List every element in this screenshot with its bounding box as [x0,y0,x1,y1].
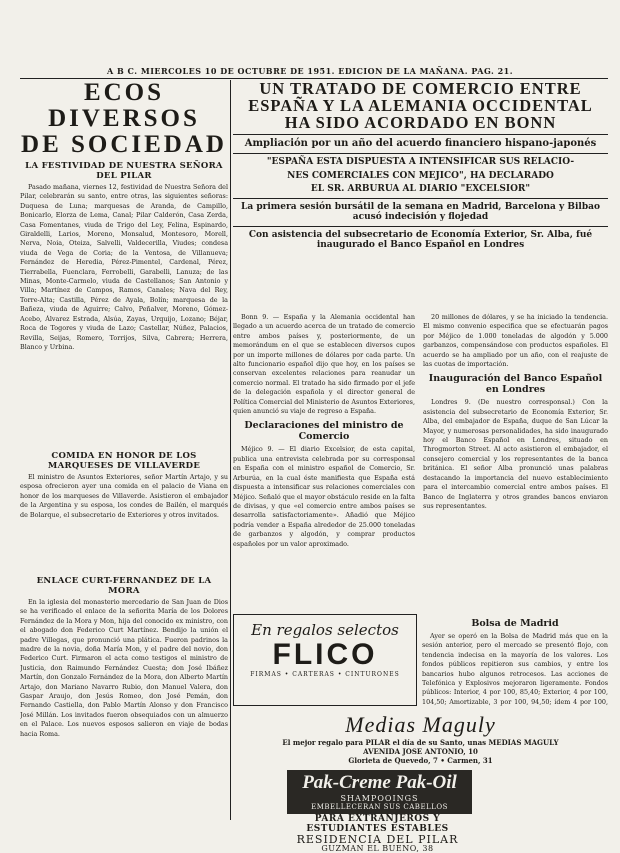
article-column-a [233,313,415,549]
ad-pak-creme [287,770,472,814]
main-article [233,79,608,548]
pak-logo: Pak-Creme Pak-Oil [302,772,457,793]
ad-residencia [280,814,475,853]
bolsa-section [422,614,608,709]
residencia-name: RESIDENCIA DEL PILAR [296,833,459,846]
flico-tagline: FIRMAS • CARTERAS • CINTURONES [250,671,400,678]
pak-line-2: EMBELLECERAN SUS CABELLOS [311,803,448,811]
subhead-pilar: LA FESTIVIDAD DE NUESTRA SEÑORA DEL PILAR [25,161,223,181]
text-pilar: Pasado mañana, viernes 12, festividad de Nuestra Señora del Pilar, celebrarán su santo, entre otras, las siguientes señoras: Duquesa de Luna; marquesas de Aranda, de Campillo, Bonicarlo, Elorza de Lema, Canal; Pilar Calderón, Casa Zerda, Casa Fomentanes, viuda de Trigo del Ley, Felina, Espinardo, Giraldelli, Larios, Moreno, Monsalud, Montesoro, Morell, Nerva, Noia, Oteiza, Salvelli, Valdecerilla, Viudes; condesa viuda de Vega de Coria; de la Ventosa, de Villanueva; Fernández de Heredia, Pérez-Pimentel, Cardenal, Pérez, Tierrabella, Fuenclara, Ferrobelli, Garabelli, Lanuza; de las Minas, Monte-Carmelo, viuda de Castellanos; San Antonio y Villa; Martínez de Campos, Ramos, Canales; Nava del Rey, Torre-Alta; Castilla, Pérez de Ayala, Bolín; marquesa de la Bañeza, viuda de Aguirre; Calvo, Peñalver, Moreno, Gómez-Acebo, Álvarez Estrada, Alsúa, Zayas, Urquijo, Lozano; Béjar, Roca de Togores y viuda de Lazo; Castellar, Núñez, Palacios, Revilla, Seijas, Romero, Torrijos, Silva, Cabrera; Herrera, Blanco y Urbina. [20,183,228,351]
text-block-pilar [20,183,228,448]
subhead-comida: COMIDA EN HONOR DE LOS MARQUESES DE VILLAVERDE [47,451,201,471]
deck-rule-1 [233,153,608,154]
medias-line-3: Glorieta de Quevedo, 7 • Carmen, 31 [348,756,493,765]
column-divider [230,80,231,820]
text-continuacion: 20 millones de dólares, y se ha iniciado la tendencia. El mismo convenio especifica que se efectuarán pagos por Méjico de 1.000 toneladas de algodón y 5.000 garbanzos, compensándose con productos españoles. El acuerdo se ha ampliado por un año, con el reajuste de las cuotas de importación. [423,313,608,369]
subhead-declaraciones: Declaraciones del ministro de Comercio [244,420,404,443]
text-declaraciones: Méjico 9. — El diario Excelsior, de esta capital, publica una entrevista celebrada por su corresponsal en España con el ministro español de Comercio, Sr. Arburúa, en la cual éste manifiesta que España está dispuesta a intensificar sus relaciones comerciales con Méjico. Señaló que el mayor obstáculo reside en la falta de divisas, y que «el comercio entre ambos países se desarrolla satisfactoriamente». Añadió que Méjico podría vender a España alrededor de 25.000 toneladas de garbanzos y algodón, y comprar productos españoles por un valor aproximado. [233,445,415,548]
deck-bolsa: La primera sesión bursátil de la semana en Madrid, Barcelona y Bilbao acusó indecisión y flojedad [241,201,600,222]
text-tratado: Bonn 9. — España y la Alemania occidental han llegado a un acuerdo acerca de un tratado de comercio entre ambos países y, posteriormente, de un memorándum en el que se establecen diversos cupos por un importe millones de dólares por cada parte. Un alto funcionario español dijo que hoy, en los países se conservan excelentes relaciones para reanudar un comercio normal. El tratado ha sido firmado por el jefe de la delegación española y el director general de Política Comercial del Ministerio de Asuntos Exteriores, quien anunció su viaje de regreso a España. [233,313,415,416]
ad-flico [233,614,417,706]
society-column [20,80,228,833]
residencia-line-1: PARA EXTRANJEROS Y ESTUDIANTES ESTABLES [306,814,449,834]
deck-japones: Ampliación por un año del acuerdo financiero hispano-japonés [244,138,597,149]
subhead-banco: Inauguración del Banco Español en Londres [428,373,603,396]
text-bolsa: Ayer se operó en la Bolsa de Madrid más que en la sesión anterior, pero el mercado se presentó flojo, con tendencia indecisa en la mayoría de los valores. Los fondos públicos repitieron sus cambios, y entre los bancarios hubo algunos retrocesos. Las acciones de Telefónica y Explosivos mejoraron ligeramente. Fondos públicos: Interior, 4 por 100, 85,40; Exterior, 4 por 100, 104,50; Amortizable, 3 por 100, 94,50; ídem 4 por 100, [422,632,608,706]
masthead: A B C. MIERCOLES 10 DE OCTUBRE DE 1951. EDICION DE LA MAÑANA. PAG. 21. [107,66,513,76]
subhead-bolsa: Bolsa de Madrid [471,618,559,629]
medias-line-1: El mejor regalo para PILAR el día de su Santo, unas MEDIAS MAGULY [282,738,559,747]
pak-line-1: SHAMPOOINGS [340,794,419,803]
ad-medias-maguly [233,708,608,766]
headline-line1: UN TRATADO DE COMERCIO ENTRE [259,79,582,98]
deck-rule-3 [233,226,608,227]
section-title-line1: ECOS DIVERSOS [48,79,200,132]
medias-brand: Medias Maguly [345,712,496,737]
headline-line3: HA SIDO ACORDADO EN BONN [284,113,557,132]
deck-rule-2 [233,198,608,199]
text-block-comida [20,473,228,573]
medias-line-2: AVENIDA JOSE ANTONIO, 10 [363,747,478,756]
headline-line2: ESPAÑA Y LA ALEMANIA OCCIDENTAL [248,96,593,115]
text-enlace: En la iglesia del monasterio mercedario de San Juan de Dios se ha verificado el enlace de la señorita María de los Dolores Fernández de la Mora y Mon, hija del conocido ex ministro, con el abogado don Federico Curt Martínez. Bendijo la unión el padre Villegas, que pronunció una plática. Fueron padrinos la madre de la novia, doña María Mon, y el padre del novio, don Federico Curt. Firmaron el acta como testigos el ministro de Justicia, don Raimundo Fernández Cuesta; don José Ibáñez Martín, don Gonzalo Fernández de la Mora, don Alberto Martín Artajo, don Mariano Navarro Rubio, don Manuel Valera, don Gaspar Araujo, don Jesús Romeo, don José Pemán, don Fernando Castiella, don Pablo Martín Alonso y don Francisco José Millán. Los invitados fueron obsequiados con un almuerzo en el Palace. Los nuevos esposos salieron en viaje de bodas hacia Roma. [20,598,228,738]
article-column-b [423,313,608,511]
residencia-address: GUZMAN EL BUENO, 38 [321,844,434,853]
flico-slogan: En regalos selectos [251,621,399,639]
deck-mejico-2: NES COMERCIALES CON MEJICO", HA DECLARADO [287,170,554,181]
headline-rule [233,134,608,135]
deck-banco: Con asistencia del subsecretario de Economía Exterior, Sr. Alba, fué inaugurado el Banco Español en Londres [248,229,593,250]
text-comida: El ministro de Asuntos Exteriores, señor Martín Artajo, y su esposa ofrecieron ayer una comida en el palacio de Viana en honor de los marqueses de Villaverde. Asistieron el embajador de la Argentina y su esposa, los condes de Bailén, el marqués de Bolarque, el subsecretario de Exteriores y otros invitados. [20,473,228,519]
text-banco: Londres 9. (De nuestro corresponsal.) Con la asistencia del subsecretario de Economía Exterior, Sr. Alba, del embajador de España, duque de San Lúcar la Mayor, y numerosas personalidades, ha sido inaugurado hoy el Banco Español en Londres, situado en Throgmorton Street. Al acto asistieron el embajador, el consejero comercial y los representantes de la banca británica. El señor Alba pronunció unas palabras destacando la importancia del nuevo establecimiento para el intercambio comercial entre ambos países. El Banco de Inglaterra y otros grandes bancos enviaron sus representantes. [423,398,608,510]
flico-brand: FLICO [272,638,378,671]
subhead-enlace: ENLACE CURT-FERNANDEZ DE LA MORA [36,576,212,596]
section-title-line2: DE SOCIEDAD [21,131,227,158]
text-block-enlace [20,598,228,833]
deck-mejico-3: EL SR. ARBURUA AL DIARIO "EXCELSIOR" [310,184,531,194]
deck-mejico-1: "ESPAÑA ESTA DISPUESTA A INTENSIFICAR SUS RELACIO- [266,157,575,167]
